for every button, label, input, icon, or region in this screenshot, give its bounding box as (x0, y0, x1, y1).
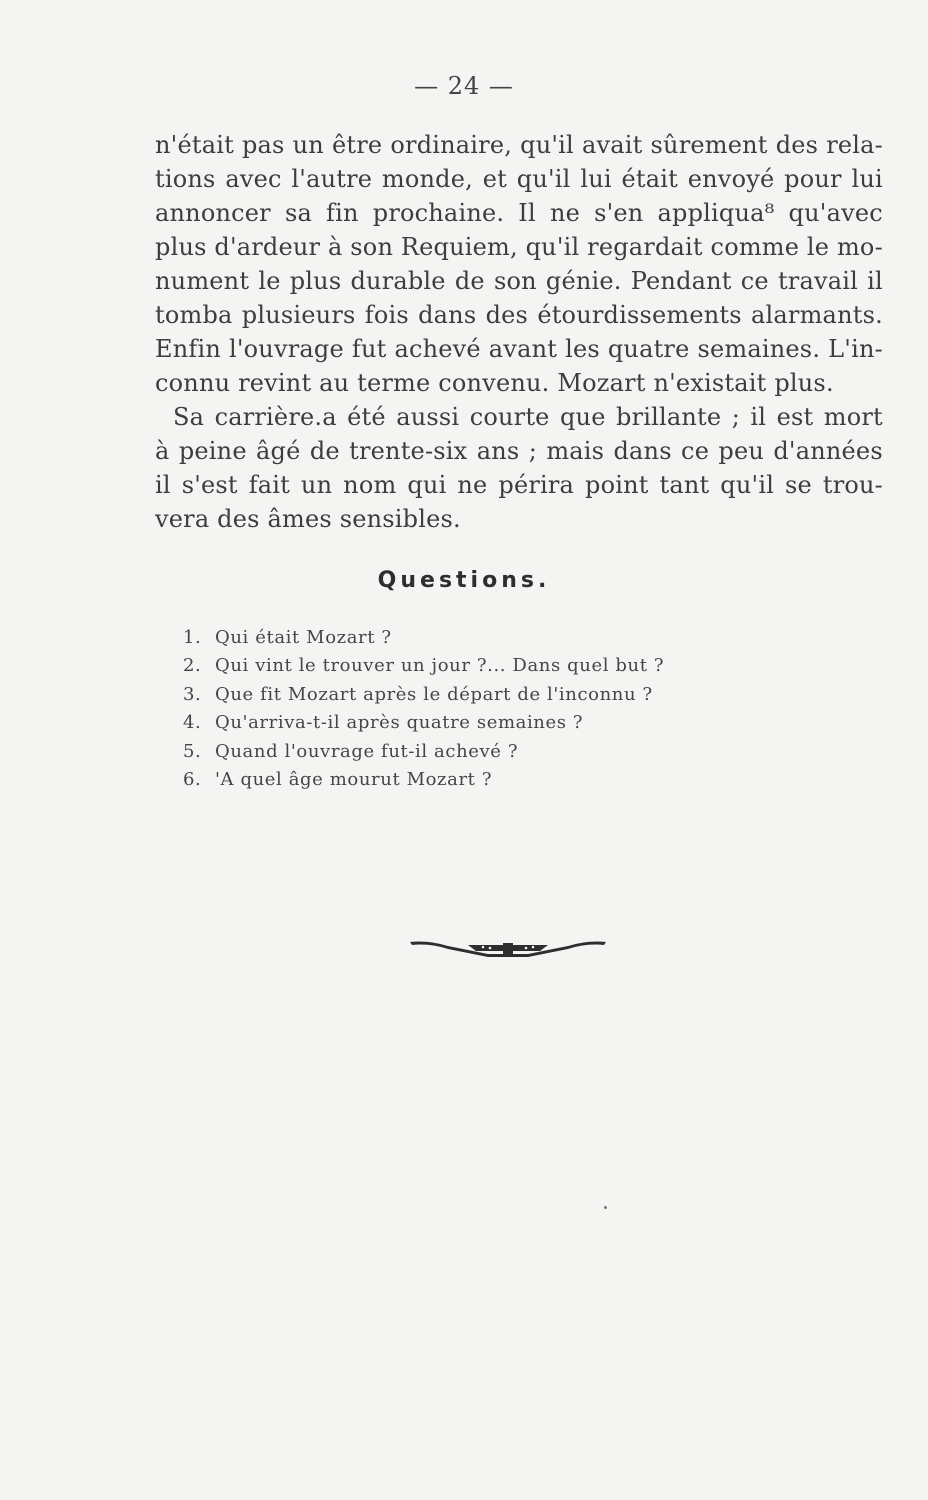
word: alarmants. (751, 301, 883, 329)
word: Requiem, (400, 233, 518, 261)
word: plusieurs (241, 301, 356, 329)
word: ne (549, 199, 580, 227)
word: que (559, 403, 606, 431)
word: qu'avec (788, 199, 883, 227)
word: être (332, 131, 383, 159)
word: été (347, 403, 386, 431)
word: tant (659, 471, 710, 499)
text-line (155, 196, 883, 230)
word: il (750, 403, 767, 431)
questions-list (183, 624, 783, 794)
word: étourdissements (537, 301, 742, 329)
word: les (565, 335, 600, 363)
question-number: 3. (183, 683, 202, 705)
page-number: — 24 — (414, 72, 514, 100)
word: achevé (394, 335, 481, 363)
word: dans (418, 301, 477, 329)
word: n'était (155, 131, 234, 159)
question-number: 5. (183, 740, 202, 762)
word: il (867, 267, 883, 295)
word: carrière.a (214, 403, 337, 431)
question-number: 1. (183, 627, 202, 648)
word: Enfin (155, 335, 221, 363)
word: mo- (836, 233, 883, 261)
text-line (155, 230, 883, 264)
word: des (775, 131, 819, 159)
word: et (482, 165, 507, 193)
word: fin (326, 199, 359, 227)
question-text: Qui vint le trouver un jour ?... Dans quel but ? (215, 655, 665, 677)
word: Il (518, 199, 536, 227)
word: mort (823, 403, 883, 431)
question-text: 'A quel âge mourut Mozart ? (215, 768, 493, 790)
word: L'in- (828, 335, 883, 363)
word: rela- (826, 131, 883, 159)
question-item (183, 681, 783, 709)
word: courte (469, 403, 550, 431)
word: nom (343, 471, 397, 499)
decorative-ornament-icon (408, 936, 608, 960)
word: s'en (594, 199, 644, 227)
word: son (493, 267, 537, 295)
word: d'ardeur (214, 233, 321, 261)
word: avait (581, 131, 643, 159)
question-text: Qui était Mozart ? (215, 627, 392, 648)
word: était (621, 165, 678, 193)
question-item (183, 652, 783, 680)
word: Pendant (630, 267, 732, 295)
word: périra (498, 471, 575, 499)
word: l'ouvrage (228, 335, 344, 363)
word: son (350, 233, 394, 261)
word: aussi (396, 403, 460, 431)
word: fois (364, 301, 409, 329)
word: sûrement (650, 131, 768, 159)
question-item (183, 738, 783, 766)
word: nument (155, 267, 250, 295)
word: comme (710, 233, 800, 261)
word: avant (488, 335, 558, 363)
word: Sa (173, 403, 205, 431)
questions-heading: Questions. (377, 568, 551, 593)
question-number: 2. (183, 655, 202, 677)
word: sa (284, 199, 312, 227)
word: plus (155, 233, 207, 261)
word: s'est (181, 471, 238, 499)
word: l'autre (291, 165, 373, 193)
word: le (806, 233, 830, 261)
print-speck (604, 1206, 607, 1209)
text-line (155, 434, 883, 468)
question-number: 6. (183, 768, 202, 790)
word: de (309, 437, 340, 465)
word: ne (457, 471, 488, 499)
word: semaines. (697, 335, 821, 363)
word: avec (225, 165, 282, 193)
word: envoyé (687, 165, 775, 193)
word: annoncer (155, 199, 271, 227)
word: quatre (607, 335, 690, 363)
text-line (155, 332, 883, 366)
question-item (183, 709, 783, 737)
word: il (155, 471, 171, 499)
word: tions (155, 165, 216, 193)
word: qu'il (525, 233, 580, 261)
text-line: vera des âmes sensibles. (155, 505, 461, 533)
word: brillante (616, 403, 722, 431)
word: plus (289, 267, 342, 295)
paragraph-text (155, 128, 883, 536)
text-line (155, 468, 883, 502)
word: qui (407, 471, 447, 499)
text-line (155, 264, 883, 298)
word: à (155, 437, 170, 465)
word: fait (248, 471, 290, 499)
word: prochaine. (372, 199, 505, 227)
word: trou- (822, 471, 883, 499)
word: tomba (155, 301, 233, 329)
word: point (585, 471, 649, 499)
word: ordinaire, (390, 131, 513, 159)
word: dans (613, 437, 672, 465)
word: ce (681, 437, 710, 465)
word: un (300, 471, 333, 499)
word: ; (731, 403, 740, 431)
word: un (292, 131, 324, 159)
text-line (155, 400, 883, 434)
text-line (155, 162, 883, 196)
word: peine (178, 437, 247, 465)
word: monde, (381, 165, 473, 193)
word: durable (350, 267, 446, 295)
word: ans (476, 437, 520, 465)
question-item (183, 624, 783, 652)
word: de (454, 267, 485, 295)
word: fut (351, 335, 387, 363)
word: âgé (256, 437, 301, 465)
word: génie. (545, 267, 622, 295)
word: à (328, 233, 343, 261)
question-text: Quand l'ouvrage fut-il achevé ? (215, 740, 519, 762)
word: peu (718, 437, 765, 465)
question-text: Que fit Mozart après le départ de l'inconnu ? (215, 683, 653, 705)
word: qu'il (520, 131, 574, 159)
word: pour (784, 165, 842, 193)
word: appliqua⁸ (657, 199, 775, 227)
word: se (785, 471, 812, 499)
text-line (155, 128, 883, 162)
word: le (258, 267, 281, 295)
word: qu'il (720, 471, 775, 499)
word: trente-six (349, 437, 468, 465)
word: mais (546, 437, 605, 465)
word: est (776, 403, 814, 431)
question-item (183, 766, 783, 794)
word: des (485, 301, 529, 329)
text-line: connu revint au terme convenu. Mozart n'existait plus. (155, 369, 834, 397)
word: travail (777, 267, 858, 295)
word: d'années (773, 437, 883, 465)
question-number: 4. (183, 712, 202, 734)
question-text: Qu'arriva-t-il après quatre semaines ? (215, 712, 584, 734)
word: ; (528, 437, 537, 465)
word: ce (740, 267, 769, 295)
word: pas (241, 131, 285, 159)
text-line (155, 298, 883, 332)
word: regardait (587, 233, 703, 261)
word: qu'il (516, 165, 571, 193)
word: lui (580, 165, 612, 193)
word: lui (851, 165, 883, 193)
